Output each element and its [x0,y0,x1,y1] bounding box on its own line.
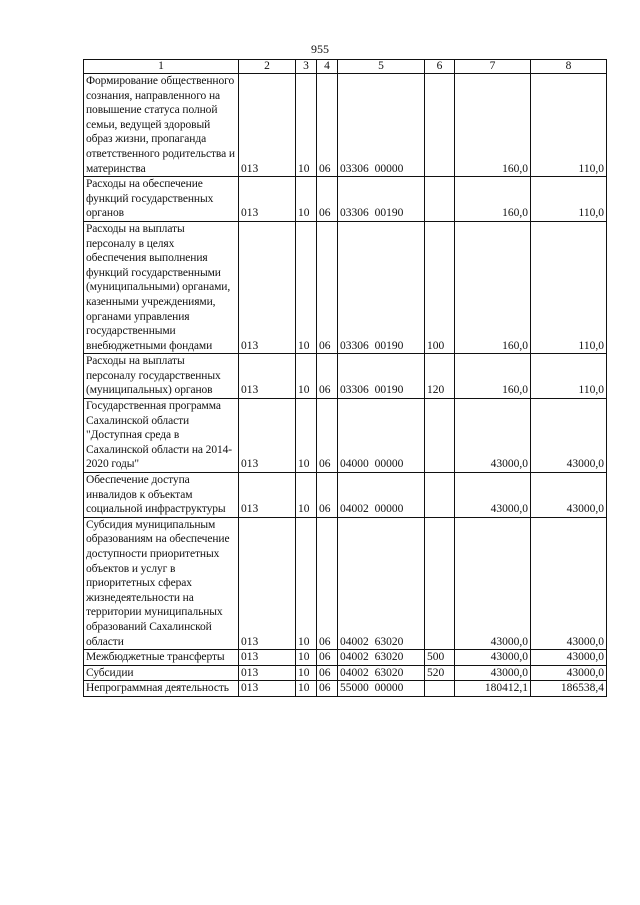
ministry-code-cell: 013 [239,650,296,666]
amount-year2-cell: 43000,0 [531,665,607,681]
target-article-cell: 03306 00190 [338,354,425,399]
target-article-cell: 04002 63020 [338,650,425,666]
amount-year1-cell: 180412,1 [455,681,531,697]
amount-year2-cell: 110,0 [531,74,607,177]
amount-year2-cell: 110,0 [531,354,607,399]
table-row [84,517,607,649]
section-code-cell: 10 [296,681,317,697]
target-article-cell: 03306 00190 [338,177,425,222]
ministry-code-cell: 013 [239,399,296,473]
row-name-cell: Государственная программа Сахалинской области "Доступная среда в Сахалинской области на 2014-2020 годы" [84,399,239,473]
amount-year2-cell: 186538,4 [531,681,607,697]
table-header-row [84,60,607,74]
section-code-cell: 10 [296,177,317,222]
section-code-cell: 10 [296,665,317,681]
amount-year1-cell: 43000,0 [455,665,531,681]
subsection-code-cell: 06 [317,650,338,666]
expense-type-cell: 120 [425,354,455,399]
expense-type-cell: 100 [425,221,455,353]
subsection-code-cell: 06 [317,354,338,399]
expense-type-cell [425,681,455,697]
table-row [84,74,607,177]
expense-type-cell: 500 [425,650,455,666]
column-header: 8 [531,60,607,74]
ministry-code-cell: 013 [239,517,296,649]
ministry-code-cell: 013 [239,354,296,399]
expense-type-cell [425,74,455,177]
section-code-cell: 10 [296,221,317,353]
subsection-code-cell: 06 [317,681,338,697]
column-header: 1 [84,60,239,74]
amount-year1-cell: 43000,0 [455,650,531,666]
target-article-cell: 04000 00000 [338,399,425,473]
amount-year2-cell: 43000,0 [531,650,607,666]
amount-year2-cell: 43000,0 [531,517,607,649]
row-name-cell: Субсидии [84,665,239,681]
budget-table-body [84,60,607,697]
target-article-cell: 03306 00000 [338,74,425,177]
table-row [84,473,607,518]
row-name-cell: Расходы на выплаты персоналу государственных (муниципальных) органов [84,354,239,399]
subsection-code-cell: 06 [317,177,338,222]
amount-year2-cell: 110,0 [531,177,607,222]
table-row [84,177,607,222]
expense-type-cell [425,517,455,649]
amount-year1-cell: 43000,0 [455,399,531,473]
expense-type-cell [425,473,455,518]
target-article-cell: 04002 00000 [338,473,425,518]
row-name-cell: Формирование общественного сознания, направленного на повышение статуса полной семьи, ведущей здоровый образ жизни, пропаганда ответственного родительства и материнства [84,74,239,177]
section-code-cell: 10 [296,74,317,177]
amount-year1-cell: 160,0 [455,74,531,177]
amount-year2-cell: 110,0 [531,221,607,353]
subsection-code-cell: 06 [317,399,338,473]
amount-year1-cell: 43000,0 [455,517,531,649]
subsection-code-cell: 06 [317,665,338,681]
amount-year1-cell: 160,0 [455,221,531,353]
ministry-code-cell: 013 [239,221,296,353]
ministry-code-cell: 013 [239,177,296,222]
expense-type-cell: 520 [425,665,455,681]
section-code-cell: 10 [296,650,317,666]
expense-type-cell [425,177,455,222]
target-article-cell: 04002 63020 [338,665,425,681]
subsection-code-cell: 06 [317,473,338,518]
row-name-cell: Расходы на обеспечение функций государственных органов [84,177,239,222]
amount-year1-cell: 43000,0 [455,473,531,518]
table-row [84,650,607,666]
column-header: 6 [425,60,455,74]
ministry-code-cell: 013 [239,473,296,518]
ministry-code-cell: 013 [239,74,296,177]
column-header: 7 [455,60,531,74]
budget-table [83,59,607,697]
table-row [84,681,607,697]
target-article-cell: 03306 00190 [338,221,425,353]
ministry-code-cell: 013 [239,681,296,697]
page-number: 955 [311,42,329,56]
amount-year1-cell: 160,0 [455,177,531,222]
table-row [84,665,607,681]
amount-year2-cell: 43000,0 [531,399,607,473]
expense-type-cell [425,399,455,473]
column-header: 2 [239,60,296,74]
ministry-code-cell: 013 [239,665,296,681]
section-code-cell: 10 [296,399,317,473]
row-name-cell: Непрограммная деятельность [84,681,239,697]
amount-year2-cell: 43000,0 [531,473,607,518]
table-row [84,354,607,399]
column-header: 5 [338,60,425,74]
subsection-code-cell: 06 [317,74,338,177]
row-name-cell: Обеспечение доступа инвалидов к объектам социальной инфраструктуры [84,473,239,518]
subsection-code-cell: 06 [317,517,338,649]
section-code-cell: 10 [296,473,317,518]
row-name-cell: Расходы на выплаты персоналу в целях обеспечения выполнения функций государственными (муниципальными) органами, казенными учреждениями, органами управления государственными внебюджетными фондами [84,221,239,353]
target-article-cell: 04002 63020 [338,517,425,649]
column-header: 4 [317,60,338,74]
section-code-cell: 10 [296,354,317,399]
amount-year1-cell: 160,0 [455,354,531,399]
row-name-cell: Межбюджетные трансферты [84,650,239,666]
row-name-cell: Субсидия муниципальным образованиям на обеспечение доступности приоритетных объектов и услуг в приоритетных сферах жизнедеятельности на территории муниципальных образований Сахалинской области [84,517,239,649]
table-row [84,399,607,473]
subsection-code-cell: 06 [317,221,338,353]
table-row [84,221,607,353]
column-header: 3 [296,60,317,74]
target-article-cell: 55000 00000 [338,681,425,697]
section-code-cell: 10 [296,517,317,649]
